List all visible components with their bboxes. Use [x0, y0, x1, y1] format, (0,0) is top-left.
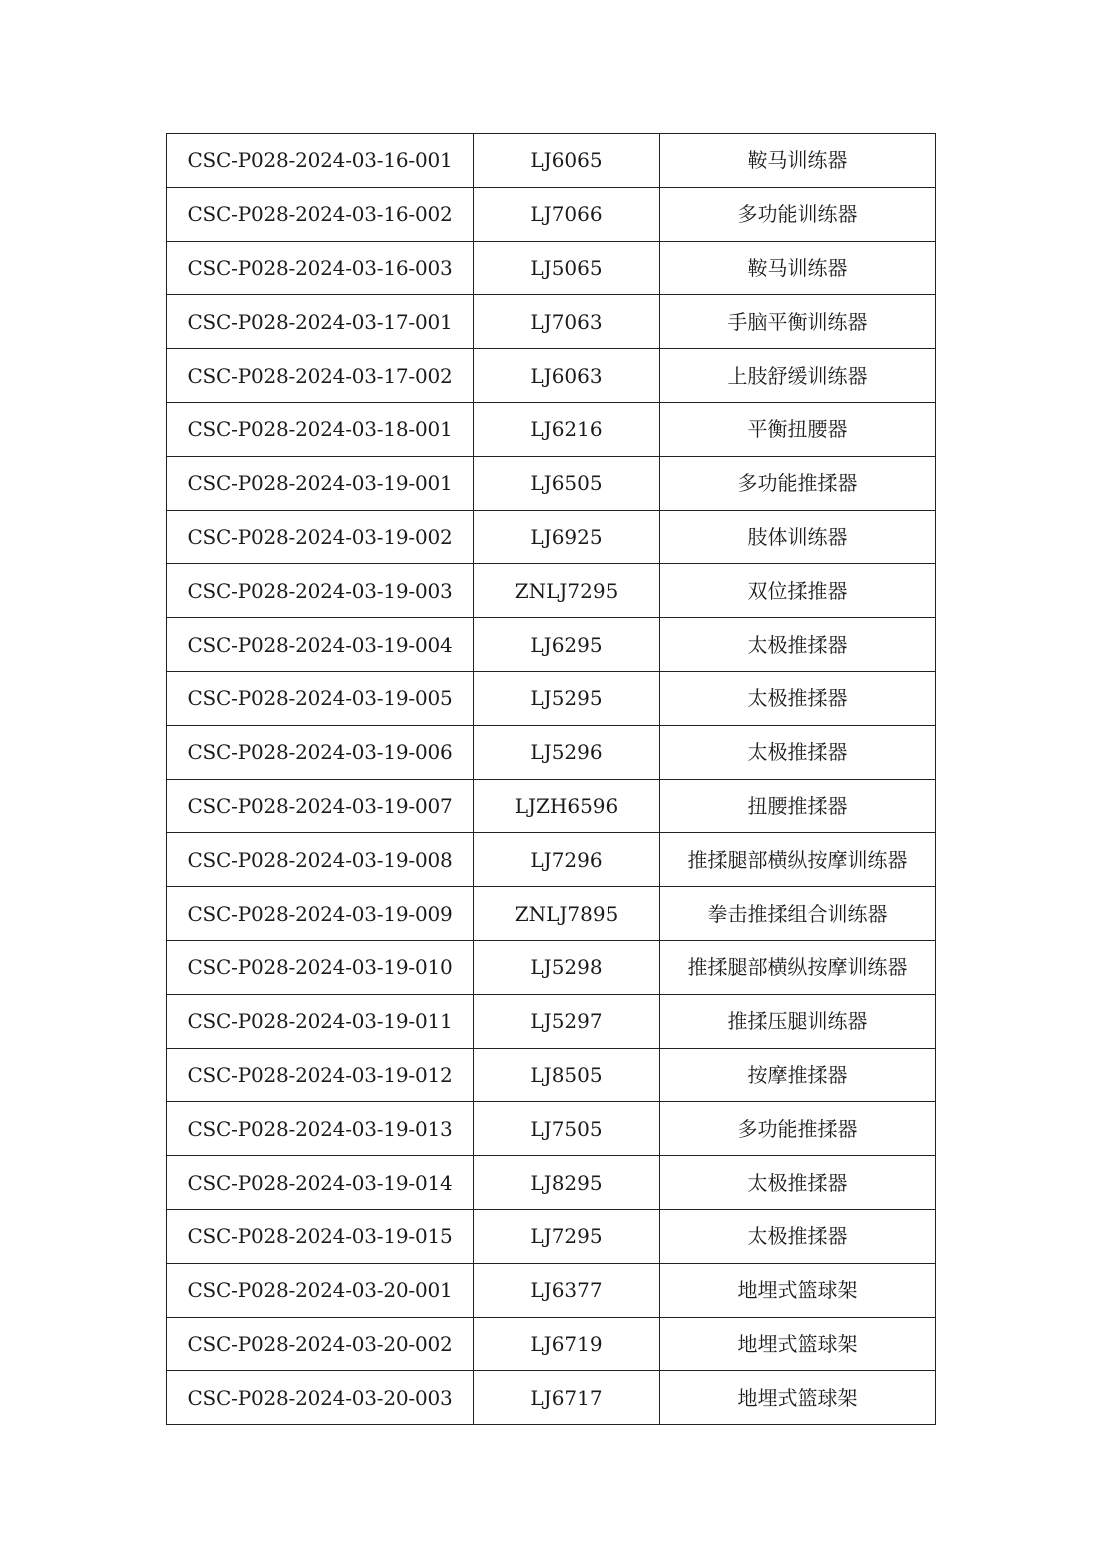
- table-row: [167, 1317, 936, 1371]
- product-name-cell: 上肢舒缓训练器: [660, 349, 936, 403]
- table-row: [167, 1263, 936, 1317]
- product-name-cell: 太极推揉器: [660, 618, 936, 672]
- certificate-number-cell: CSC-P028-2024-03-19-012: [167, 1048, 474, 1102]
- product-name-cell: 地埋式篮球架: [660, 1263, 936, 1317]
- model-number-cell: LJ6063: [474, 349, 660, 403]
- table-row: [167, 564, 936, 618]
- certificate-number-cell: CSC-P028-2024-03-17-001: [167, 295, 474, 349]
- table-row: [167, 940, 936, 994]
- product-name-cell: 按摩推揉器: [660, 1048, 936, 1102]
- model-number-cell: LJ6377: [474, 1263, 660, 1317]
- model-number-cell: LJZH6596: [474, 779, 660, 833]
- certificate-number-cell: CSC-P028-2024-03-19-013: [167, 1102, 474, 1156]
- table-row: [167, 134, 936, 188]
- product-name-cell: 太极推揉器: [660, 671, 936, 725]
- table-row: [167, 618, 936, 672]
- certificate-number-cell: CSC-P028-2024-03-19-004: [167, 618, 474, 672]
- certificate-number-cell: CSC-P028-2024-03-19-009: [167, 887, 474, 941]
- table-row: [167, 887, 936, 941]
- certificate-number-cell: CSC-P028-2024-03-16-002: [167, 187, 474, 241]
- product-name-cell: 太极推揉器: [660, 725, 936, 779]
- certificate-number-cell: CSC-P028-2024-03-16-001: [167, 134, 474, 188]
- product-name-cell: 鞍马训练器: [660, 134, 936, 188]
- model-number-cell: LJ6719: [474, 1317, 660, 1371]
- model-number-cell: LJ7296: [474, 833, 660, 887]
- table-row: [167, 1048, 936, 1102]
- product-name-cell: 推揉腿部横纵按摩训练器: [660, 940, 936, 994]
- product-name-cell: 地埋式篮球架: [660, 1371, 936, 1425]
- certificate-number-cell: CSC-P028-2024-03-19-007: [167, 779, 474, 833]
- certificate-number-cell: CSC-P028-2024-03-17-002: [167, 349, 474, 403]
- table-row: [167, 402, 936, 456]
- certificate-number-cell: CSC-P028-2024-03-19-014: [167, 1156, 474, 1210]
- model-number-cell: LJ6505: [474, 456, 660, 510]
- model-number-cell: LJ5296: [474, 725, 660, 779]
- model-number-cell: LJ6925: [474, 510, 660, 564]
- certificate-number-cell: CSC-P028-2024-03-19-010: [167, 940, 474, 994]
- table-row: [167, 994, 936, 1048]
- model-number-cell: LJ8505: [474, 1048, 660, 1102]
- product-name-cell: 推揉压腿训练器: [660, 994, 936, 1048]
- product-name-cell: 推揉腿部横纵按摩训练器: [660, 833, 936, 887]
- product-name-cell: 多功能训练器: [660, 187, 936, 241]
- model-number-cell: LJ7063: [474, 295, 660, 349]
- certificate-number-cell: CSC-P028-2024-03-19-001: [167, 456, 474, 510]
- table-row: [167, 1156, 936, 1210]
- table-row: [167, 295, 936, 349]
- table-row: [167, 241, 936, 295]
- model-number-cell: ZNLJ7895: [474, 887, 660, 941]
- table-row: [167, 456, 936, 510]
- table-row: [167, 187, 936, 241]
- model-number-cell: LJ7505: [474, 1102, 660, 1156]
- certificate-number-cell: CSC-P028-2024-03-20-003: [167, 1371, 474, 1425]
- product-name-cell: 多功能推揉器: [660, 456, 936, 510]
- product-name-cell: 手脑平衡训练器: [660, 295, 936, 349]
- certificate-number-cell: CSC-P028-2024-03-18-001: [167, 402, 474, 456]
- certificate-number-cell: CSC-P028-2024-03-20-001: [167, 1263, 474, 1317]
- certificate-table-body: [167, 134, 936, 1425]
- product-name-cell: 扭腰推揉器: [660, 779, 936, 833]
- product-name-cell: 平衡扭腰器: [660, 402, 936, 456]
- certificate-number-cell: CSC-P028-2024-03-20-002: [167, 1317, 474, 1371]
- table-row: [167, 349, 936, 403]
- model-number-cell: LJ6717: [474, 1371, 660, 1425]
- table-row: [167, 725, 936, 779]
- product-name-cell: 肢体训练器: [660, 510, 936, 564]
- product-name-cell: 太极推揉器: [660, 1156, 936, 1210]
- model-number-cell: LJ7295: [474, 1209, 660, 1263]
- model-number-cell: LJ5298: [474, 940, 660, 994]
- model-number-cell: LJ5065: [474, 241, 660, 295]
- model-number-cell: LJ8295: [474, 1156, 660, 1210]
- certificate-number-cell: CSC-P028-2024-03-19-015: [167, 1209, 474, 1263]
- certificate-number-cell: CSC-P028-2024-03-16-003: [167, 241, 474, 295]
- model-number-cell: ZNLJ7295: [474, 564, 660, 618]
- table-row: [167, 510, 936, 564]
- certificate-number-cell: CSC-P028-2024-03-19-008: [167, 833, 474, 887]
- product-name-cell: 太极推揉器: [660, 1209, 936, 1263]
- product-name-cell: 地埋式篮球架: [660, 1317, 936, 1371]
- model-number-cell: LJ5297: [474, 994, 660, 1048]
- certificate-table: [166, 133, 936, 1425]
- model-number-cell: LJ5295: [474, 671, 660, 725]
- certificate-number-cell: CSC-P028-2024-03-19-003: [167, 564, 474, 618]
- certificate-number-cell: CSC-P028-2024-03-19-002: [167, 510, 474, 564]
- certificate-number-cell: CSC-P028-2024-03-19-005: [167, 671, 474, 725]
- table-row: [167, 1371, 936, 1425]
- table-row: [167, 671, 936, 725]
- model-number-cell: LJ6065: [474, 134, 660, 188]
- table-row: [167, 1102, 936, 1156]
- model-number-cell: LJ6216: [474, 402, 660, 456]
- model-number-cell: LJ7066: [474, 187, 660, 241]
- product-name-cell: 双位揉推器: [660, 564, 936, 618]
- table-row: [167, 779, 936, 833]
- table-row: [167, 833, 936, 887]
- product-name-cell: 多功能推揉器: [660, 1102, 936, 1156]
- model-number-cell: LJ6295: [474, 618, 660, 672]
- product-name-cell: 鞍马训练器: [660, 241, 936, 295]
- certificate-number-cell: CSC-P028-2024-03-19-006: [167, 725, 474, 779]
- product-name-cell: 拳击推揉组合训练器: [660, 887, 936, 941]
- certificate-number-cell: CSC-P028-2024-03-19-011: [167, 994, 474, 1048]
- table-row: [167, 1209, 936, 1263]
